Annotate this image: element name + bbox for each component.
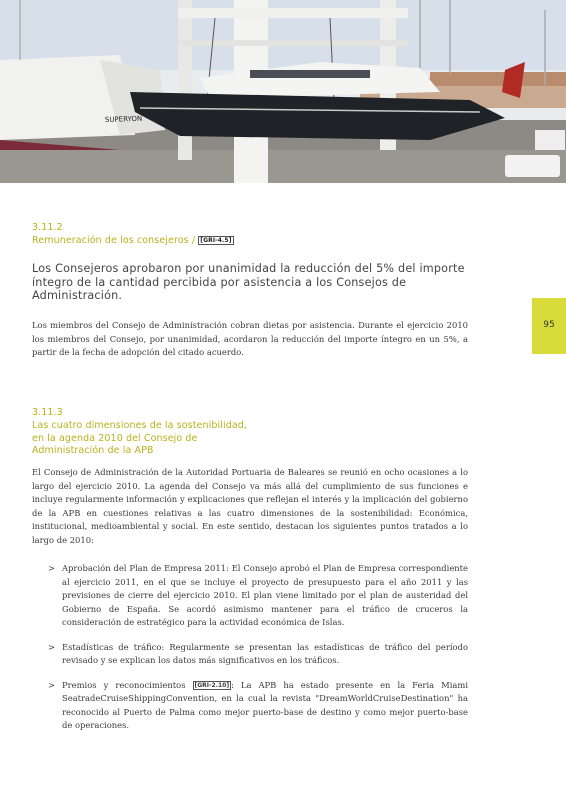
section-title-text: Remuneración de los consejeros / (32, 235, 196, 246)
section-title-line: en la agenda 2010 del Consejo de (32, 432, 198, 444)
lead-statement: Los Consejeros aprobaron por unanimidad la reducción del 5% del importe íntegro de la cantidad percibida por asistencia a los Consejos de Administración. (32, 262, 465, 303)
page-number-tab (532, 298, 566, 354)
list-item (48, 562, 468, 630)
list-item-text: Aprobación del Plan de Empresa 2011: El Consejo aprobó el Plan de Empresa correspondiente al ejercicio 2011, en el que se incluye el proyecto de presupuesto para el año 2011 y las previsiones de cierre del ejercicio 2010. El plan viene limitado por el plan de austeridad del Gobierno de España. Se acordó asimismo mantener para el tráfico de cruceros la consideración de estratégico para la actividad económica de Islas. (62, 563, 468, 627)
list-item-text: : La APB ha estado presente en la Feria Miami SeatradeCruiseShippingConvention, en la cual la revista "DreamWorldCruiseDestination" ha reconocido al Puerto de Palma como mejor puerto-base de destino y como mejor puerto-base de operaciones. (62, 679, 468, 730)
section-paragraph: El Consejo de Administración de la Autoridad Portuaria de Baleares se reunió en ocho ocasiones a lo largo del ejercicio 2010. La agenda del Consejo va más allá del cumplimiento de sus funciones e incluye regularmente información y explicaciones que reflejan el interés y la implicación del gobierno de la APB en cuestiones relativas a las cuatro dimensiones de la sostenibilidad: Económica, institucional, medioambiental y social. En este sentido, destacan los siguientes puntos tratados a lo largo de 2010: (32, 467, 468, 545)
section-title-line: Las cuatro dimensiones de la sostenibilidad, (32, 420, 247, 431)
list-item (48, 679, 468, 733)
bullet-marker: > (48, 679, 56, 690)
section-title (32, 235, 234, 246)
hull-sign: SUPERYON (104, 114, 143, 124)
list-item-text: Premios y reconocimientos (62, 679, 193, 690)
section-number: 3.11.3 (32, 407, 63, 418)
bullet-marker: > (48, 563, 56, 573)
gri-reference: [GRI-2.10] (194, 681, 230, 689)
section-title-line: Administración de la APB (32, 445, 154, 456)
bullet-list (48, 562, 468, 744)
section-number: 3.11.2 (32, 222, 63, 233)
list-item-text: Estadísticas de tráfico: Regularmente se presentan las estadísticas de tráfico del período revisado y se explican los datos más significativos en los tráficos. (62, 641, 468, 665)
bullet-marker: > (48, 641, 56, 652)
list-item (48, 641, 468, 668)
header-photo (0, 0, 566, 183)
page-number: 95 (543, 320, 555, 330)
section-paragraph: Los miembros del Consejo de Administración cobran dietas por asistencia. Durante el ejercicio 2010 los miembros del Consejo, por unanimidad, acordaron la reducción del importe íntegro en un 5%, a partir de la fecha de adopción del citado acuerdo. (32, 320, 468, 357)
boatyard-illustration (0, 0, 566, 183)
section-title (32, 420, 247, 458)
gri-reference: [GRI-4.5] (200, 237, 232, 244)
